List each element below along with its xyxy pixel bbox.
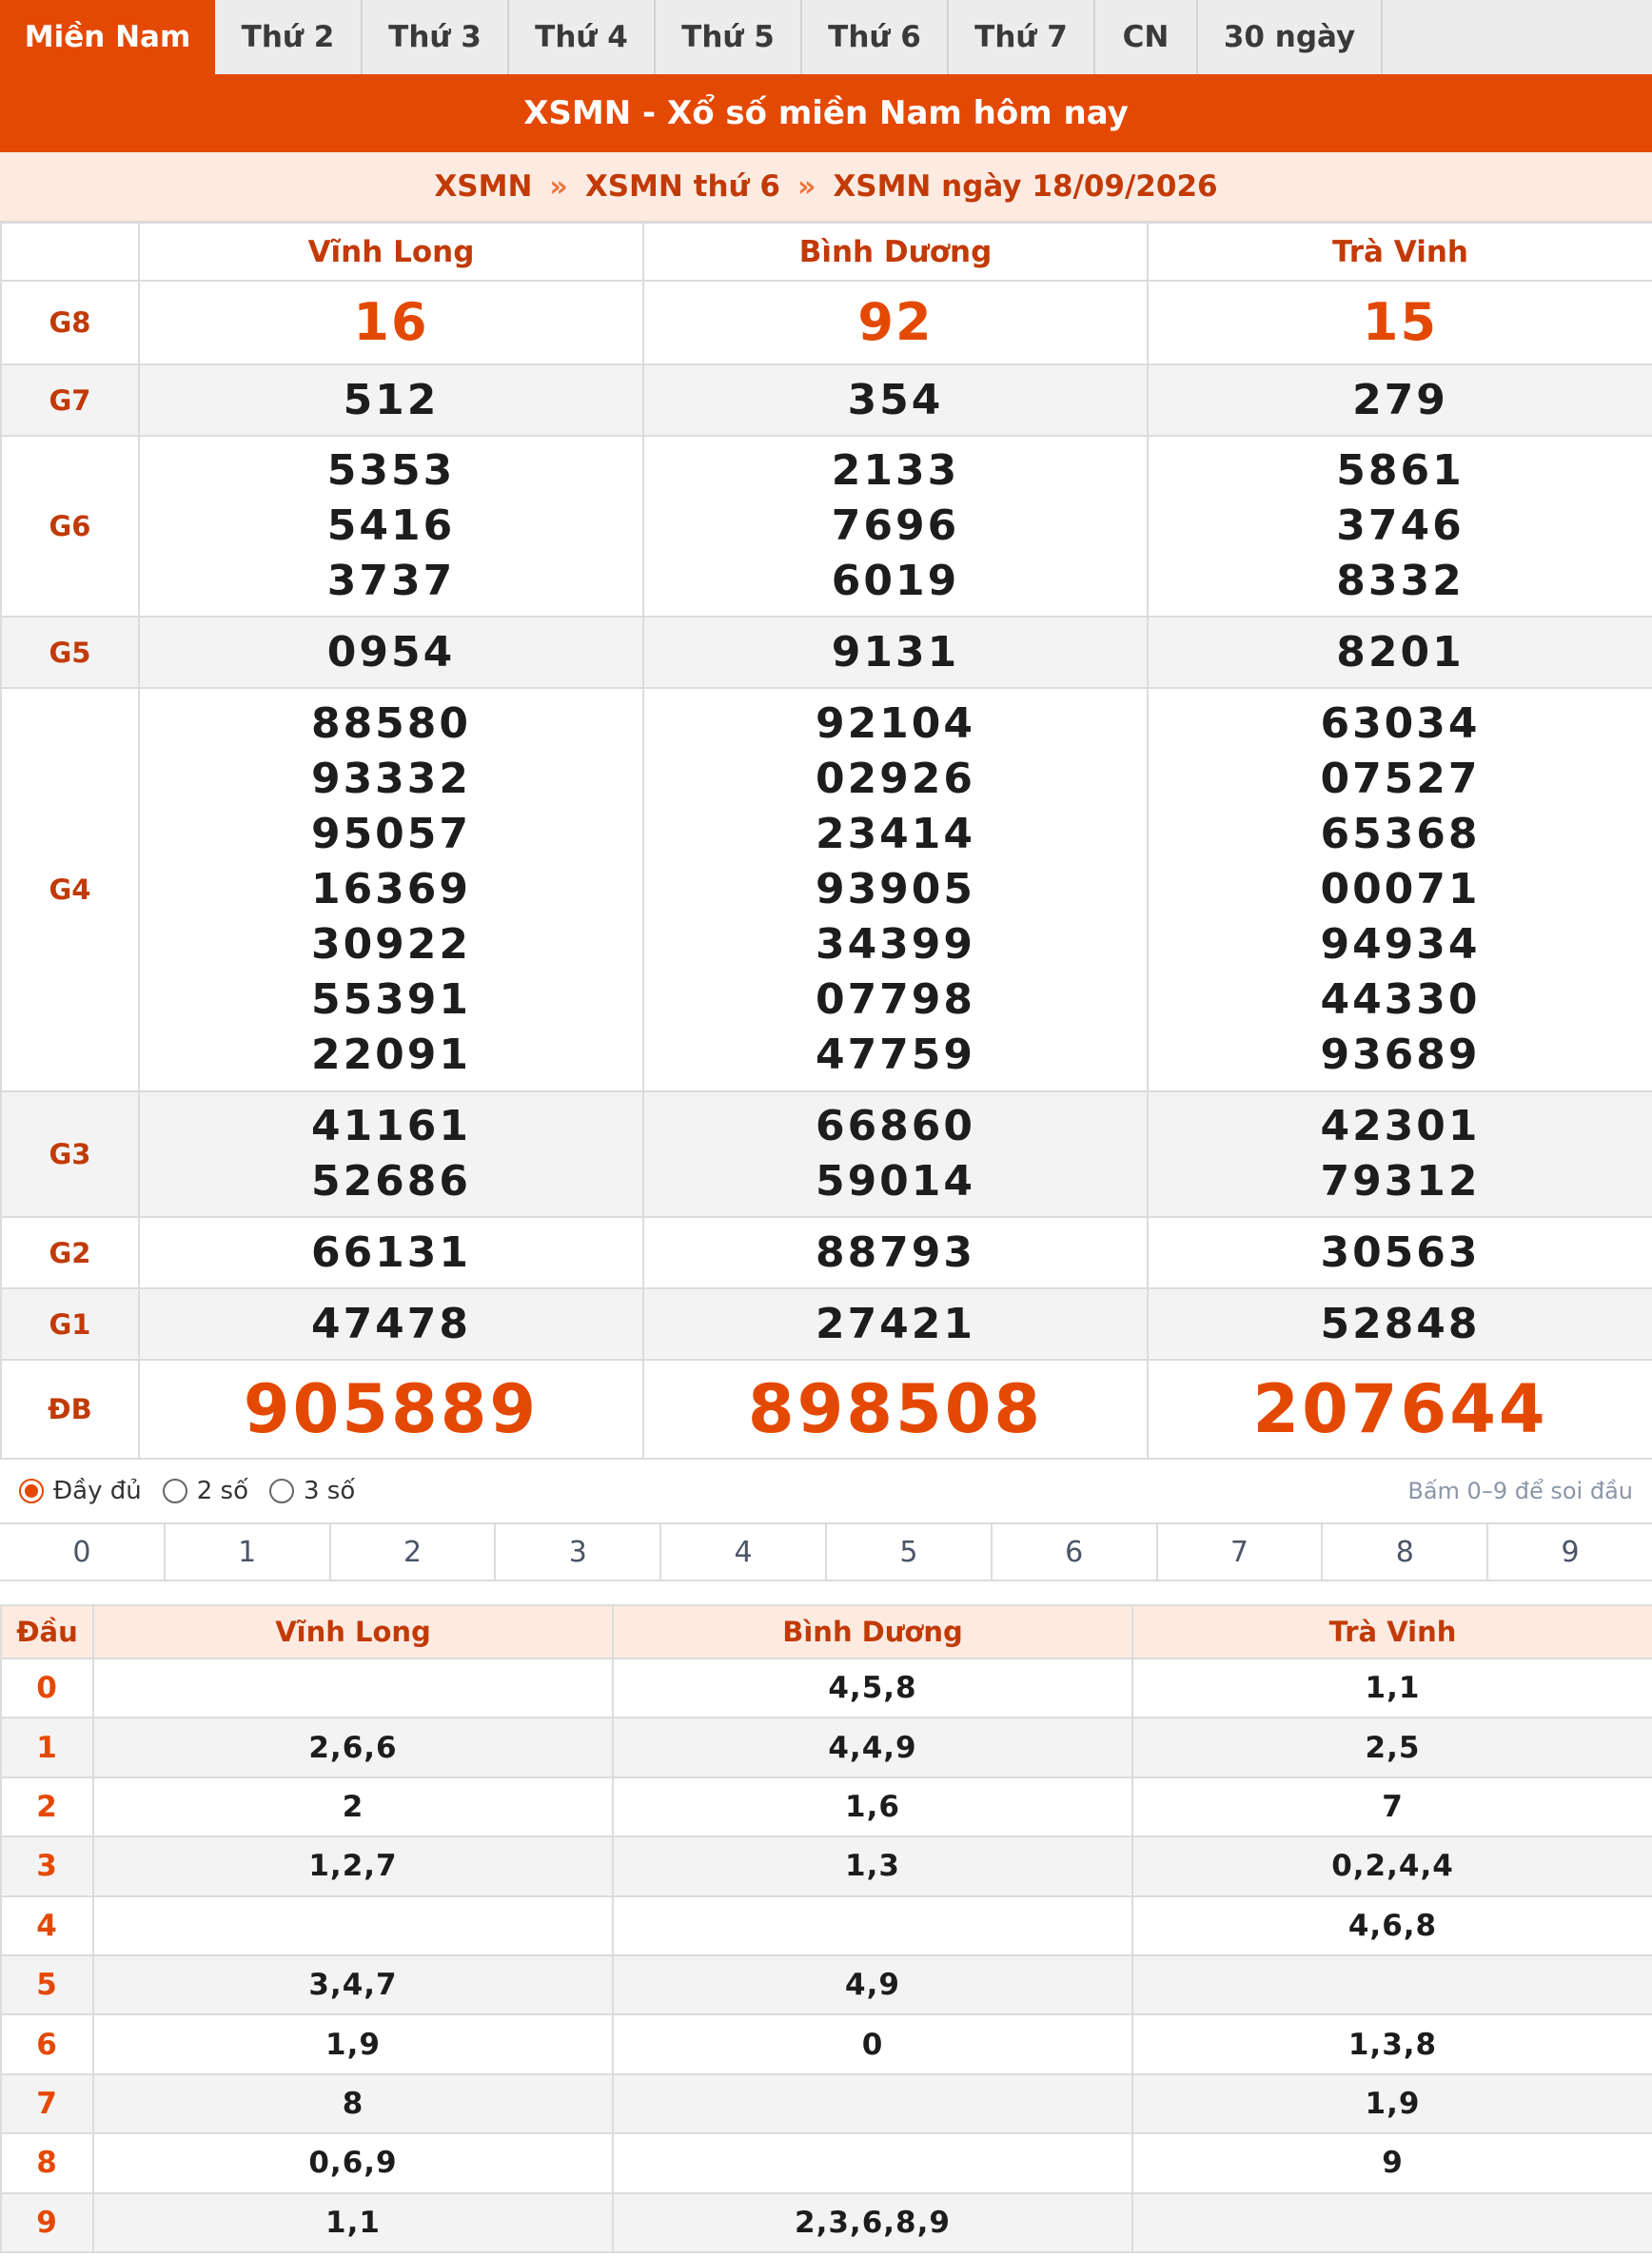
prize-row bbox=[1, 1091, 1652, 1217]
tab-thu-3[interactable]: Thứ 3 bbox=[363, 0, 509, 74]
loto-head-digit: 5 bbox=[1, 1955, 93, 2014]
option-label: 2 số bbox=[196, 1477, 248, 1505]
loto-cell: 4,6,8 bbox=[1132, 1896, 1652, 1955]
prize-row bbox=[1, 1360, 1652, 1459]
prize-number: 5416 bbox=[326, 501, 456, 550]
digit-button-0[interactable]: 0 bbox=[72, 1535, 91, 1569]
prize-row bbox=[1, 281, 1652, 364]
province-header: Vĩnh Long bbox=[93, 1605, 613, 1658]
digit-button-8[interactable]: 8 bbox=[1321, 1524, 1486, 1580]
prize-number: 52848 bbox=[1320, 1299, 1481, 1348]
prize-number: 512 bbox=[343, 375, 440, 424]
loto-head-digit: 8 bbox=[1, 2133, 93, 2192]
prize-number: 47478 bbox=[310, 1299, 472, 1348]
prize-number: 7696 bbox=[831, 501, 960, 550]
loto-head-digit: 1 bbox=[1, 1717, 93, 1776]
tab-mien-nam[interactable]: Miền Nam bbox=[0, 0, 215, 74]
loto-cell: 1,9 bbox=[1132, 2074, 1652, 2133]
prize-number: 3746 bbox=[1336, 501, 1465, 550]
prize-number: 30922 bbox=[310, 920, 472, 969]
prize-cell bbox=[643, 688, 1148, 1091]
loto-cell: 3,4,7 bbox=[93, 1955, 613, 2014]
loto-cell: 1,3 bbox=[613, 1836, 1132, 1895]
option-3-digits[interactable] bbox=[269, 1477, 355, 1505]
breadcrumb-xsmn-thu-6[interactable]: XSMN thứ 6 bbox=[584, 169, 780, 204]
prize-cell bbox=[139, 688, 643, 1091]
prize-cell bbox=[1148, 281, 1652, 364]
prize-number: 905889 bbox=[243, 1370, 540, 1448]
loto-cell bbox=[93, 1658, 613, 1717]
province-header: Vĩnh Long bbox=[139, 223, 643, 281]
prize-number: 44330 bbox=[1320, 975, 1481, 1024]
loto-cell: 1,2,7 bbox=[93, 1836, 613, 1895]
loto-cell: 2,3,6,8,9 bbox=[613, 2193, 1132, 2252]
province-header: Bình Dương bbox=[643, 223, 1148, 281]
prize-number: 8332 bbox=[1336, 557, 1465, 605]
loto-cell: 9 bbox=[1132, 2133, 1652, 2192]
tab-30-ngay[interactable]: 30 ngày bbox=[1198, 0, 1383, 74]
loto-row bbox=[1, 1777, 1652, 1836]
prize-number: 23414 bbox=[815, 810, 976, 858]
loto-cell: 0 bbox=[613, 2014, 1132, 2073]
loto-cell: 4,9 bbox=[613, 1955, 1132, 2014]
prize-label: ĐB bbox=[1, 1360, 139, 1459]
prize-number: 88580 bbox=[310, 699, 472, 748]
loto-head-digit: 7 bbox=[1, 2074, 93, 2133]
prize-label: G8 bbox=[1, 281, 139, 364]
prize-number: 34399 bbox=[815, 920, 976, 969]
prize-number: 92104 bbox=[815, 699, 976, 748]
prize-cell bbox=[643, 281, 1148, 364]
page-title: XSMN - Xổ số miền Nam hôm nay bbox=[0, 74, 1652, 152]
prize-number: 66131 bbox=[310, 1227, 472, 1277]
loto-head-digit: 2 bbox=[1, 1777, 93, 1836]
region-tabs bbox=[0, 0, 1652, 74]
loto-cell: 4,4,9 bbox=[613, 1717, 1132, 1776]
prize-number: 5861 bbox=[1336, 446, 1465, 495]
prize-number: 8201 bbox=[1336, 627, 1465, 677]
prize-label: G7 bbox=[1, 364, 139, 436]
loto-cell: 1,3,8 bbox=[1132, 2014, 1652, 2073]
prize-number: 00071 bbox=[1320, 865, 1481, 913]
prize-number: 55391 bbox=[310, 975, 472, 1024]
prize-number: 88793 bbox=[815, 1227, 976, 1277]
prize-cell bbox=[139, 436, 643, 617]
tab-cn[interactable]: CN bbox=[1095, 0, 1198, 74]
prize-cell bbox=[1148, 688, 1652, 1091]
prize-number: 16369 bbox=[310, 865, 472, 913]
prize-number: 6019 bbox=[831, 557, 960, 605]
prize-header bbox=[1, 223, 139, 281]
loto-row bbox=[1, 1717, 1652, 1776]
prize-cell bbox=[139, 281, 643, 364]
breadcrumb-separator: » bbox=[796, 169, 816, 204]
prize-number: 07798 bbox=[815, 975, 976, 1024]
prize-number: 92 bbox=[857, 292, 934, 352]
prize-number: 59014 bbox=[815, 1157, 976, 1206]
prize-number: 94934 bbox=[1320, 920, 1481, 969]
prize-cell bbox=[643, 1360, 1148, 1459]
radio-icon[interactable] bbox=[163, 1479, 187, 1503]
loto-row bbox=[1, 2133, 1652, 2192]
loto-cell: 0,2,4,4 bbox=[1132, 1836, 1652, 1895]
loto-cell bbox=[613, 2133, 1132, 2192]
loto-table bbox=[0, 1604, 1652, 2253]
prize-row bbox=[1, 436, 1652, 617]
loto-cell: 2,6,6 bbox=[93, 1717, 613, 1776]
digit-button-1[interactable]: 1 bbox=[164, 1524, 329, 1580]
prize-cell bbox=[139, 1091, 643, 1217]
breadcrumb-date[interactable]: XSMN ngày 18/09/2026 bbox=[833, 169, 1218, 204]
prize-number: 63034 bbox=[1320, 699, 1481, 748]
option-full[interactable] bbox=[19, 1477, 142, 1505]
loto-cell: 1,9 bbox=[93, 2014, 613, 2073]
prize-cell bbox=[1148, 1091, 1652, 1217]
prize-cell bbox=[643, 1288, 1148, 1360]
loto-row bbox=[1, 1836, 1652, 1895]
prize-cell bbox=[139, 1217, 643, 1288]
breadcrumb-xsmn[interactable]: XSMN bbox=[434, 169, 533, 204]
prize-number: 66860 bbox=[815, 1102, 976, 1150]
prize-cell bbox=[1148, 617, 1652, 688]
prize-number: 93689 bbox=[1320, 1030, 1481, 1079]
breadcrumb bbox=[0, 152, 1652, 222]
prize-cell bbox=[643, 364, 1148, 436]
prize-row bbox=[1, 617, 1652, 688]
loto-cell: 2 bbox=[93, 1777, 613, 1836]
loto-cell: 8 bbox=[93, 2074, 613, 2133]
option-label: Đầy đủ bbox=[53, 1477, 142, 1505]
prize-number: 07527 bbox=[1320, 755, 1481, 803]
prize-cell bbox=[643, 436, 1148, 617]
prize-rows bbox=[1, 281, 1652, 1459]
tab-thu-5[interactable]: Thứ 5 bbox=[656, 0, 802, 74]
prize-number: 27421 bbox=[815, 1299, 976, 1348]
prize-cell bbox=[1148, 364, 1652, 436]
loto-row bbox=[1, 2074, 1652, 2133]
prize-number: 93332 bbox=[310, 755, 472, 803]
digit-filter bbox=[0, 1522, 1652, 1581]
loto-row bbox=[1, 2193, 1652, 2252]
prize-number: 5353 bbox=[326, 446, 456, 495]
prize-number: 16 bbox=[353, 292, 429, 352]
prize-number: 65368 bbox=[1320, 810, 1481, 858]
province-header: Trà Vinh bbox=[1132, 1605, 1652, 1658]
prize-row bbox=[1, 1217, 1652, 1288]
prize-cell bbox=[139, 617, 643, 688]
prize-label: G6 bbox=[1, 436, 139, 617]
option-2-digits[interactable] bbox=[163, 1477, 248, 1505]
loto-row bbox=[1, 1658, 1652, 1717]
prize-cell bbox=[139, 1288, 643, 1360]
results-table bbox=[0, 222, 1652, 1460]
radio-icon[interactable] bbox=[19, 1479, 44, 1503]
digit-button-7[interactable]: 7 bbox=[1156, 1524, 1322, 1580]
digit-hint: Bấm 0–9 để soi đầu bbox=[1407, 1478, 1633, 1504]
tab-thu-6[interactable]: Thứ 6 bbox=[802, 0, 949, 74]
tab-thu-2[interactable]: Thứ 2 bbox=[215, 0, 363, 74]
prize-number: 15 bbox=[1362, 292, 1439, 352]
prize-cell bbox=[643, 1091, 1148, 1217]
display-options bbox=[0, 1460, 1652, 1522]
digit-button-6[interactable]: 6 bbox=[991, 1524, 1156, 1580]
loto-cell bbox=[1132, 2193, 1652, 2252]
loto-row bbox=[1, 1896, 1652, 1955]
prize-number: 42301 bbox=[1320, 1102, 1481, 1150]
loto-head-header: Đầu bbox=[1, 1605, 93, 1658]
prize-cell bbox=[139, 1360, 643, 1459]
loto-cell bbox=[613, 1896, 1132, 1955]
loto-cell bbox=[93, 1896, 613, 1955]
prize-cell bbox=[1148, 1288, 1652, 1360]
loto-row bbox=[1, 1955, 1652, 2014]
prize-number: 898508 bbox=[747, 1370, 1044, 1448]
tab-thu-7[interactable]: Thứ 7 bbox=[949, 0, 1095, 74]
prize-number: 30563 bbox=[1320, 1227, 1481, 1277]
loto-head-digit: 9 bbox=[1, 2193, 93, 2252]
prize-number: 3737 bbox=[326, 557, 456, 605]
prize-cell bbox=[1148, 1217, 1652, 1288]
prize-number: 279 bbox=[1352, 375, 1448, 424]
loto-rows bbox=[1, 1658, 1652, 2252]
loto-cell: 1,6 bbox=[613, 1777, 1132, 1836]
loto-head-digit: 3 bbox=[1, 1836, 93, 1895]
loto-head-digit: 0 bbox=[1, 1658, 93, 1717]
prize-number: 47759 bbox=[815, 1030, 976, 1079]
loto-cell: 7 bbox=[1132, 1777, 1652, 1836]
prize-row bbox=[1, 364, 1652, 436]
digit-button-3[interactable]: 3 bbox=[494, 1524, 659, 1580]
option-label: 3 số bbox=[303, 1477, 356, 1505]
prize-label: G1 bbox=[1, 1288, 139, 1360]
prize-number: 41161 bbox=[310, 1102, 472, 1150]
prize-cell bbox=[643, 1217, 1148, 1288]
prize-row bbox=[1, 1288, 1652, 1360]
loto-cell: 1,1 bbox=[1132, 1658, 1652, 1717]
breadcrumb-separator: » bbox=[549, 169, 568, 204]
prize-number: 0954 bbox=[326, 627, 456, 677]
prize-number: 52686 bbox=[310, 1157, 472, 1206]
prize-number: 22091 bbox=[310, 1030, 472, 1079]
loto-head-digit: 6 bbox=[1, 2014, 93, 2073]
prize-number: 95057 bbox=[310, 810, 472, 858]
prize-cell bbox=[1148, 1360, 1652, 1459]
digit-button-9[interactable]: 9 bbox=[1486, 1524, 1652, 1580]
digit-button-5[interactable]: 5 bbox=[825, 1524, 991, 1580]
prize-number: 79312 bbox=[1320, 1157, 1481, 1206]
digit-button-2[interactable]: 2 bbox=[329, 1524, 495, 1580]
loto-head-digit: 4 bbox=[1, 1896, 93, 1955]
prize-label: G5 bbox=[1, 617, 139, 688]
prize-number: 354 bbox=[847, 375, 944, 424]
loto-cell bbox=[1132, 1955, 1652, 2014]
prize-number: 9131 bbox=[831, 627, 960, 677]
prize-cell bbox=[139, 364, 643, 436]
province-header: Bình Dương bbox=[613, 1605, 1132, 1658]
prize-number: 207644 bbox=[1252, 1370, 1548, 1448]
prize-number: 2133 bbox=[831, 446, 960, 495]
loto-cell: 1,1 bbox=[93, 2193, 613, 2252]
loto-cell: 4,5,8 bbox=[613, 1658, 1132, 1717]
prize-label: G3 bbox=[1, 1091, 139, 1217]
loto-row bbox=[1, 2014, 1652, 2073]
prize-label: G4 bbox=[1, 688, 139, 1091]
prize-number: 93905 bbox=[815, 865, 976, 913]
prize-row bbox=[1, 688, 1652, 1091]
prize-number: 02926 bbox=[815, 755, 976, 803]
prize-label: G2 bbox=[1, 1217, 139, 1288]
province-header: Trà Vinh bbox=[1148, 223, 1652, 281]
radio-icon[interactable] bbox=[269, 1479, 294, 1503]
loto-cell: 2,5 bbox=[1132, 1717, 1652, 1776]
loto-cell bbox=[613, 2074, 1132, 2133]
prize-cell bbox=[643, 617, 1148, 688]
prize-cell bbox=[1148, 436, 1652, 617]
loto-cell: 0,6,9 bbox=[93, 2133, 613, 2192]
tab-thu-4[interactable]: Thứ 4 bbox=[509, 0, 656, 74]
digit-button-4[interactable]: 4 bbox=[659, 1524, 825, 1580]
